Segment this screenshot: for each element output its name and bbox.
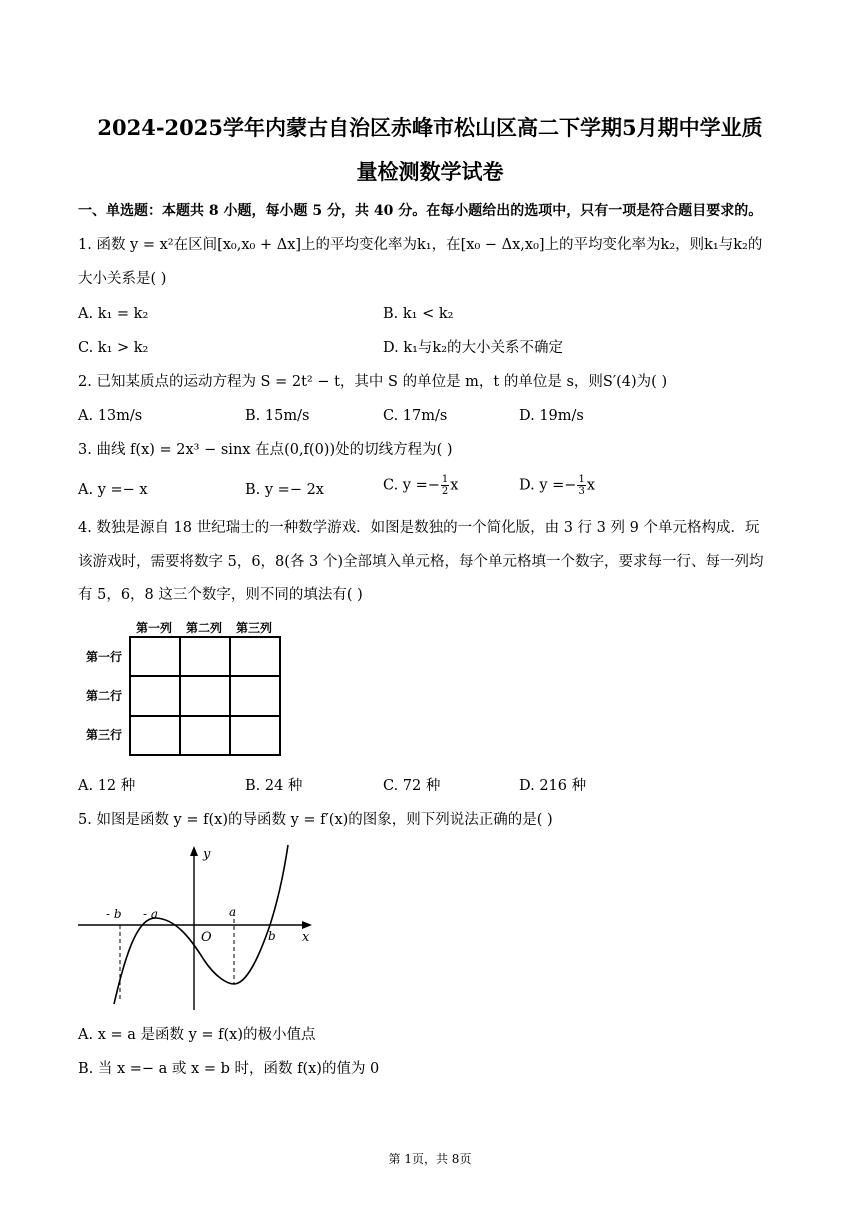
q3-option-c-numerator: 1 [441,474,449,485]
grid-row-label-3: 第三行 [85,728,123,742]
q3-stem: 3. 曲线 f(x) = 2x³ − sinx 在点(0,f(0))处的切线方程为( ) [78,442,453,458]
page-footer: 第 1页，共 8页 [388,1152,472,1166]
q3-option-a: A. y =− x [78,482,148,498]
grid-row-label-1: 第一行 [85,650,123,664]
q1-stem-line1: 1. 函数 y = x²在区间[x₀,x₀ + Δx]上的平均变化率为k₁，在[x₀ − Δx,x₀]上的平均变化率为k₂，则k₁与k₂的 [78,237,763,253]
q3-option-d-fraction [577,474,585,497]
section-heading: 一、单选题：本题共 8 小题，每小题 5 分，共 40 分。在每小题给出的选项中，只有一项是符合题目要求的。 [78,203,763,219]
grid-col-label-2: 第二列 [185,621,223,635]
q2-option-b: B. 15m/s [245,408,310,424]
q3-option-d-denominator: 3 [578,486,585,497]
q3-option-c-suffix: x [450,477,459,494]
q4-stem-line1: 4. 数独是源自 18 世纪瑞士的一种数学游戏．如图是数独的一个简化版，由 3 行 3 列 9 个单元格构成．玩 [78,520,760,536]
q4-option-d: D. 216 种 [519,778,587,794]
grid-border [130,637,280,755]
label-b: b [268,929,276,943]
label-a: a [229,905,237,919]
q5-option-b: B. 当 x =− a 或 x = b 时，函数 f(x)的值为 0 [78,1061,380,1077]
q5-stem: 5. 如图是函数 y = f(x)的导函数 y = f′(x)的图象，则下列说法正确的是( ) [78,812,553,828]
q1-option-a: A. k₁ = k₂ [78,306,149,322]
q1-option-b: B. k₁ < k₂ [383,306,454,322]
q3-option-d-suffix: x [586,477,595,494]
exam-title-line2: 量检测数学试卷 [356,159,504,184]
q4-option-c: C. 72 种 [383,778,441,794]
q2-option-d: D. 19m/s [519,408,584,424]
derivative-graph-figure [76,842,326,1012]
q4-option-a: A. 12 种 [78,778,136,794]
q2-option-c: C. 17m/s [383,408,448,424]
q3-option-c-prefix: C. y =− [383,477,440,494]
grid-col-label-1: 第一列 [135,621,173,635]
x-axis-label: x [302,930,310,945]
q1-stem-line2: 大小关系是( ) [78,271,167,287]
q4-stem-line3: 有 5，6，8 这三个数字，则不同的填法有( ) [78,587,363,603]
q4-option-b: B. 24 种 [245,778,303,794]
q2-option-a: A. 13m/s [78,408,143,424]
q3-option-b: B. y =− 2x [245,482,324,498]
q1-option-d: D. k₁与k₂的大小关系不确定 [383,340,564,356]
sudoku-grid-figure [76,618,296,762]
q3-option-c-fraction [441,474,449,497]
y-axis-label: y [203,847,211,862]
origin-label: O [201,930,212,945]
q2-stem: 2. 已知某质点的运动方程为 S = 2t² − t，其中 S 的单位是 m，t 的单位是 s，则S′(4)为( ) [78,374,668,390]
grid-row-label-2: 第二行 [85,689,123,703]
grid-col-label-3: 第三列 [235,621,273,635]
q3-option-c [383,474,458,497]
q5-option-a: A. x = a 是函数 y = f(x)的极小值点 [78,1027,316,1043]
label-neg-a: - a [143,907,159,921]
y-axis-arrow-icon [190,846,198,856]
exam-title-line1: 2024-2025学年内蒙古自治区赤峰市松山区高二下学期5月期中学业质 [97,115,763,140]
label-neg-b: - b [106,907,122,921]
q3-option-d-numerator: 1 [578,474,585,485]
q3-option-d-prefix: D. y =− [519,477,577,494]
q4-stem-line2: 该游戏时，需要将数字 5，6，8(各 3 个)全部填入单元格，每个单元格填一个数字，要求每一行、每一列均 [78,554,764,570]
x-axis-arrow-icon [302,921,312,929]
q3-option-c-denominator: 2 [441,486,449,497]
q1-option-c: C. k₁ > k₂ [78,340,149,356]
q3-option-d [519,474,595,497]
